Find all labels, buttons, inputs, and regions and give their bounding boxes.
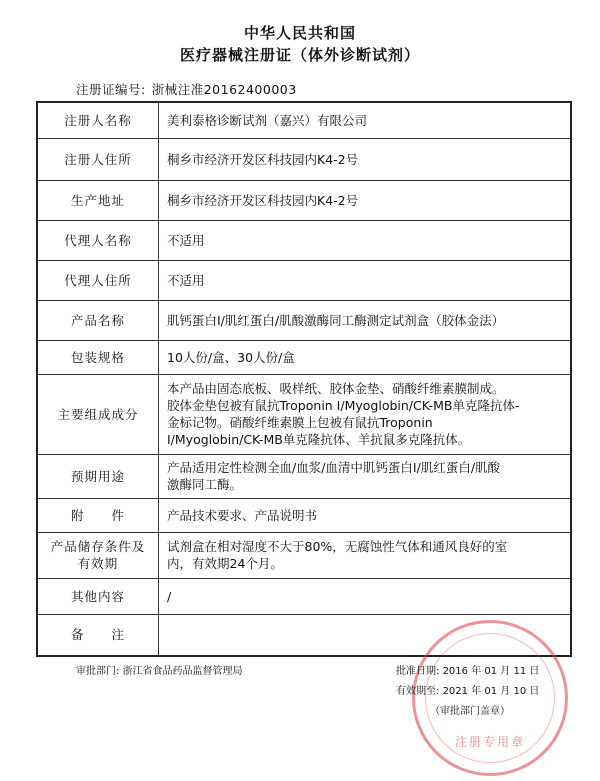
main-components-line: 本产品由固态底板、吸样纸、胶体金垫、硝酸纤维素膜制成。	[167, 381, 505, 396]
table-row	[37, 532, 571, 578]
table-row	[37, 300, 571, 340]
valid-until-label: 有效期至:	[396, 686, 440, 697]
table-row	[37, 138, 571, 180]
remarks-label: 备 注	[37, 614, 159, 656]
storage-validity-label-line: 有效期	[77, 556, 119, 571]
other-content-label: 其他内容	[37, 578, 159, 614]
table-row	[37, 498, 571, 532]
attachments-label: 附 件	[37, 498, 159, 532]
official-seal	[412, 620, 568, 776]
table-row	[37, 340, 571, 374]
approver-label: 审批部门:	[76, 666, 120, 677]
approver-value: 浙江省食品药品监督管理局	[122, 666, 243, 677]
production-address-value: 桐乡市经济开发区科技园内K4-2号	[159, 180, 572, 220]
registrant-address-value: 桐乡市经济开发区科技园内K4-2号	[159, 138, 572, 180]
main-components-line: 金标记物。硝酸纤维素膜上包被有鼠抗Troponin	[167, 415, 433, 430]
table-row	[37, 220, 571, 260]
valid-until-value: 2021 年 01 月 10 日	[442, 686, 540, 697]
registrant-name-value: 美利泰格诊断试剂（嘉兴）有限公司	[159, 102, 572, 138]
product-name-value: 肌钙蛋白I/肌红蛋白/肌酸激酶同工酶测定试剂盒（胶体金法）	[159, 300, 572, 340]
table-row	[37, 454, 571, 498]
seal-text: 注册专用章	[454, 735, 525, 749]
approval-date-value: 2016 年 01 月 11 日	[442, 666, 540, 677]
main-components-line: I/Myoglobin/CK-MB单克隆抗体、羊抗鼠多克隆抗体。	[167, 432, 471, 447]
main-components-line: 胶体金垫包被有鼠抗Troponin I/Myoglobin/CK-MB单克隆抗体-	[167, 398, 520, 413]
registration-number-line	[76, 80, 303, 98]
registration-number-label: 注册证编号:	[76, 82, 146, 97]
agent-address-label: 代理人住所	[37, 260, 159, 300]
other-content-value: /	[159, 578, 572, 614]
storage-validity-label	[37, 532, 159, 578]
product-name-label: 产品名称	[37, 300, 159, 340]
table-row	[37, 374, 571, 454]
registrant-name-label: 注册人名称	[37, 102, 159, 138]
table-row	[37, 260, 571, 300]
package-spec-label: 包装规格	[37, 340, 159, 374]
intended-use-line: 激酶同工酶。	[167, 477, 243, 492]
production-address-label: 生产地址	[37, 180, 159, 220]
agent-name-value: 不适用	[159, 220, 572, 260]
certificate-title-line2: 医疗器械注册证（体外诊断试剂）	[179, 46, 420, 64]
storage-validity-label-line: 产品储存条件及	[50, 539, 146, 554]
package-spec-value: 10人份/盒、30人份/盒	[159, 340, 572, 374]
registrant-address-label: 注册人住所	[37, 138, 159, 180]
table-row	[37, 102, 571, 138]
main-components-label: 主要组成成分	[37, 374, 159, 454]
registration-number-value: 浙械注准20162400003	[151, 82, 297, 97]
stamp-note: （审批部门盖章）	[430, 706, 510, 717]
intended-use-label: 预期用途	[37, 454, 159, 498]
table-row	[37, 180, 571, 220]
agent-address-value: 不适用	[159, 260, 572, 300]
approval-date-label: 批准日期:	[396, 666, 440, 677]
intended-use-value	[159, 454, 572, 498]
storage-validity-line: 试剂盒在相对湿度不大于80%，无腐蚀性气体和通风良好的室	[167, 539, 508, 554]
main-components-value	[159, 374, 572, 454]
approver-line	[76, 662, 243, 677]
intended-use-line: 产品适用定性检测全血/血浆/血清中肌钙蛋白I/肌红蛋白/肌酸	[167, 460, 501, 475]
table-row	[37, 578, 571, 614]
certificate-table	[36, 101, 572, 657]
storage-validity-value	[159, 532, 572, 578]
valid-until-line	[396, 682, 539, 697]
attachments-value: 产品技术要求、产品说明书	[159, 498, 572, 532]
approval-date-line	[396, 662, 539, 677]
agent-name-label: 代理人名称	[37, 220, 159, 260]
certificate-title-line1: 中华人民共和国	[243, 24, 356, 42]
storage-validity-line: 内，有效期24个月。	[167, 556, 283, 571]
